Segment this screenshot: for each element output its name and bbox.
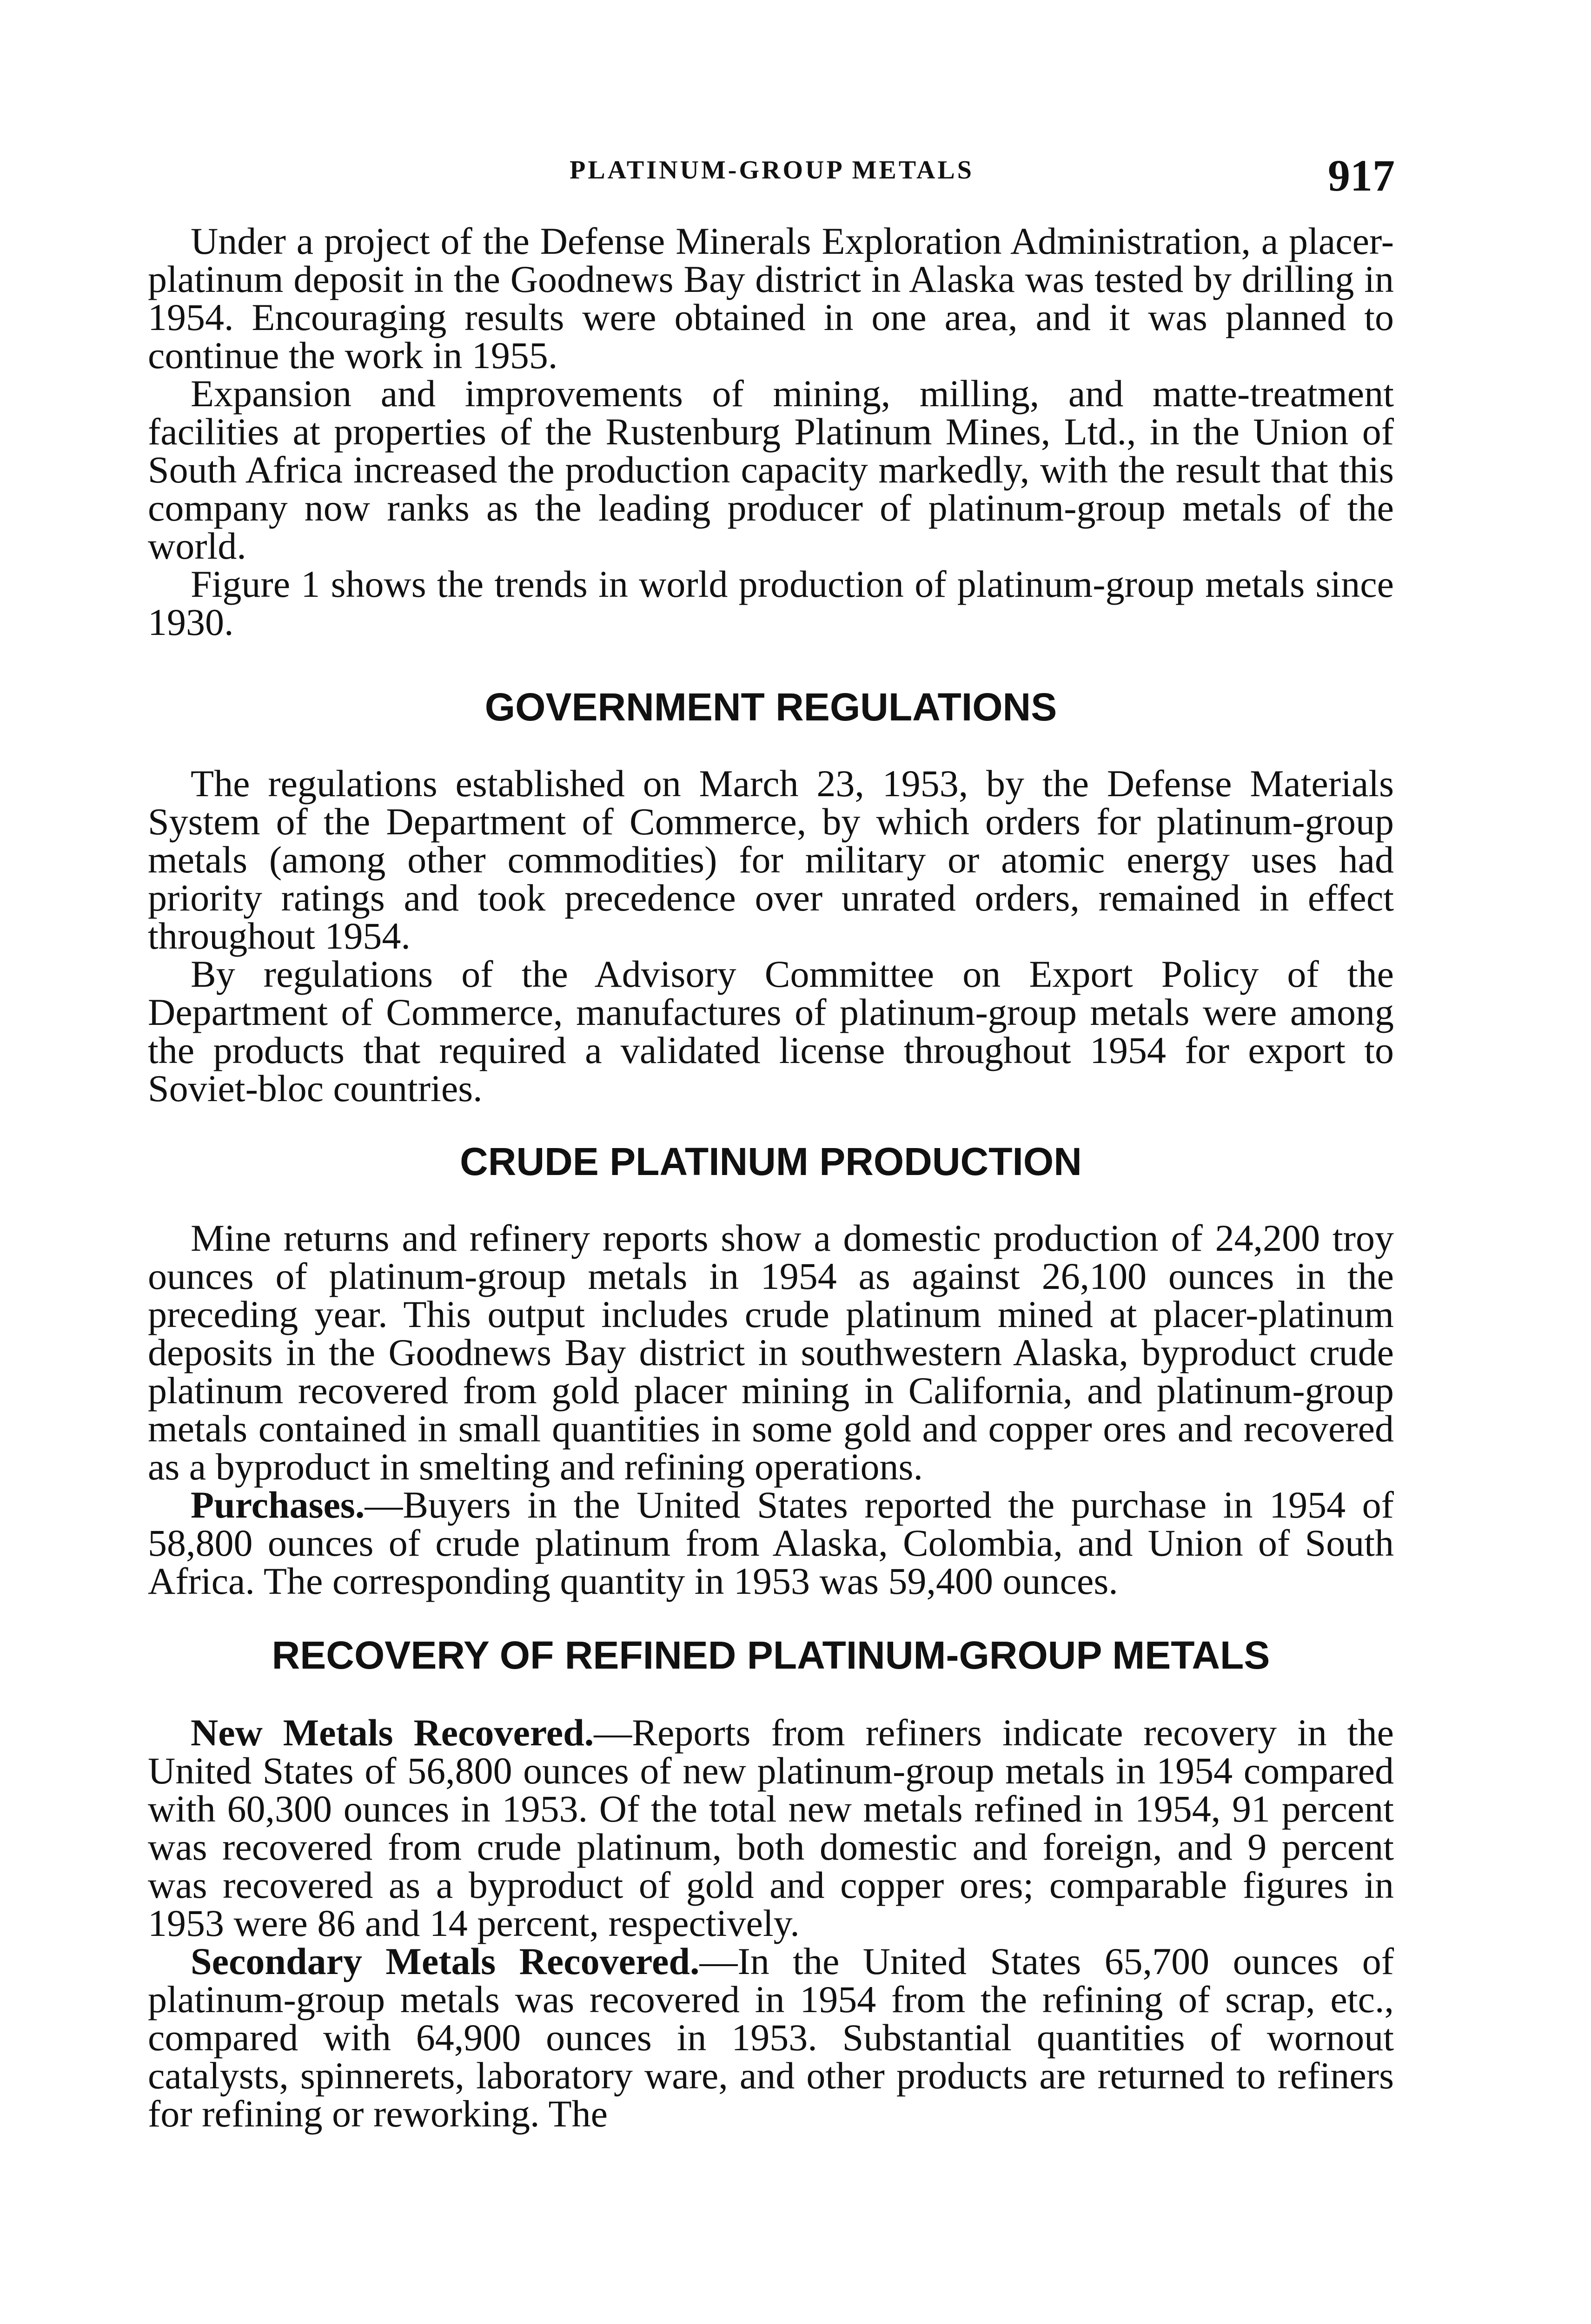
new-metals-label: New Metals Recovered. [191, 1711, 594, 1754]
section-heading-government-regulations: GOVERNMENT REGULATIONS [484, 685, 1057, 729]
running-title: PLATINUM-GROUP METALS [570, 156, 974, 185]
page-number: 917 [1328, 151, 1395, 200]
intro-paragraph-dmea: Under a project of the Defense Minerals Exploration Administration, a placer-platinum deposit in the Goodnews Bay district in Alaska was tested by drilling in 1954. Encouraging results were obtained in one area, and it was planned to continue the work in 1955. [148, 220, 1394, 376]
purchases-paragraph [148, 1486, 1394, 1600]
regulations-paragraph-dms: The regulations established on March 23, 1953, by the Defense Materials System of the Department of Commerce, by which orders for platinum-group metals (among other commodities) for military or atomic energy uses had priority ratings and took precedence over unrated orders, remained in effect throughout 1954. [148, 762, 1394, 957]
secondary-metals-paragraph [148, 1942, 1394, 2133]
section-heading-recovery: RECOVERY OF REFINED PLATINUM-GROUP METALS [272, 1633, 1270, 1677]
crude-production-paragraph: Mine returns and refinery reports show a domestic production of 24,200 troy ounces of platinum-group metals in 1954 as against 26,100 ounces in the preceding year. This output includes crude platinum mined at placer-platinum deposits in the Goodnews Bay district in southwestern Alaska, byproduct crude platinum recovered from gold placer mining in California, and platinum-group metals contained in small quantities in some gold and copper ores and recovered as a byproduct in smelting and refining operations. [148, 1217, 1394, 1488]
new-metals-paragraph [148, 1711, 1394, 1944]
body-text [148, 222, 1394, 2133]
new-metals-text: —Reports from refiners indicate recovery in the United States of 56,800 ounces of new platinum-group metals in 1954 compared with 60,300 ounces in 1953. Of the total new metals refined in 1954, 91 percent was recovered from crude platinum, both domestic and foreign, and 9 percent was recovered as a byproduct of gold and copper ores; comparable figures in 1953 were 86 and 14 percent, respectively. [148, 1711, 1394, 1944]
running-header [149, 150, 1395, 200]
regulations-paragraph-export: By regulations of the Advisory Committee on Export Policy of the Department of Commerce, manufactures of platinum-group metals were among the products that required a validated license throughout 1954 for export to Soviet-bloc countries. [148, 953, 1394, 1109]
intro-paragraph-figure: Figure 1 shows the trends in world production of platinum-group metals since 1930. [148, 563, 1394, 643]
secondary-metals-label: Secondary Metals Recovered. [191, 1940, 700, 1982]
purchases-text: —Buyers in the United States reported the purchase in 1954 of 58,800 ounces of crude platinum from Alaska, Colombia, and Union of South Africa. The corresponding quantity in 1953 was 59,400 ounces. [148, 1484, 1394, 1602]
secondary-metals-text: —In the United States 65,700 ounces of platinum-group metals was recovered in 1954 from the refining of scrap, etc., compared with 64,900 ounces in 1953. Substantial quantities of wornout catalysts, spinnerets, laboratory ware, and other products are returned to refiners for refining or reworking. The [148, 1940, 1394, 2135]
purchases-label: Purchases. [191, 1484, 365, 1526]
intro-paragraph-rustenburg: Expansion and improvements of mining, milling, and matte-treatment facilities at properties of the Rustenburg Platinum Mines, Ltd., in the Union of South Africa increased the production capacity markedly, with the result that this company now ranks as the leading producer of platinum-group metals of the world. [148, 372, 1394, 567]
section-heading-crude-platinum-production: CRUDE PLATINUM PRODUCTION [460, 1140, 1082, 1183]
